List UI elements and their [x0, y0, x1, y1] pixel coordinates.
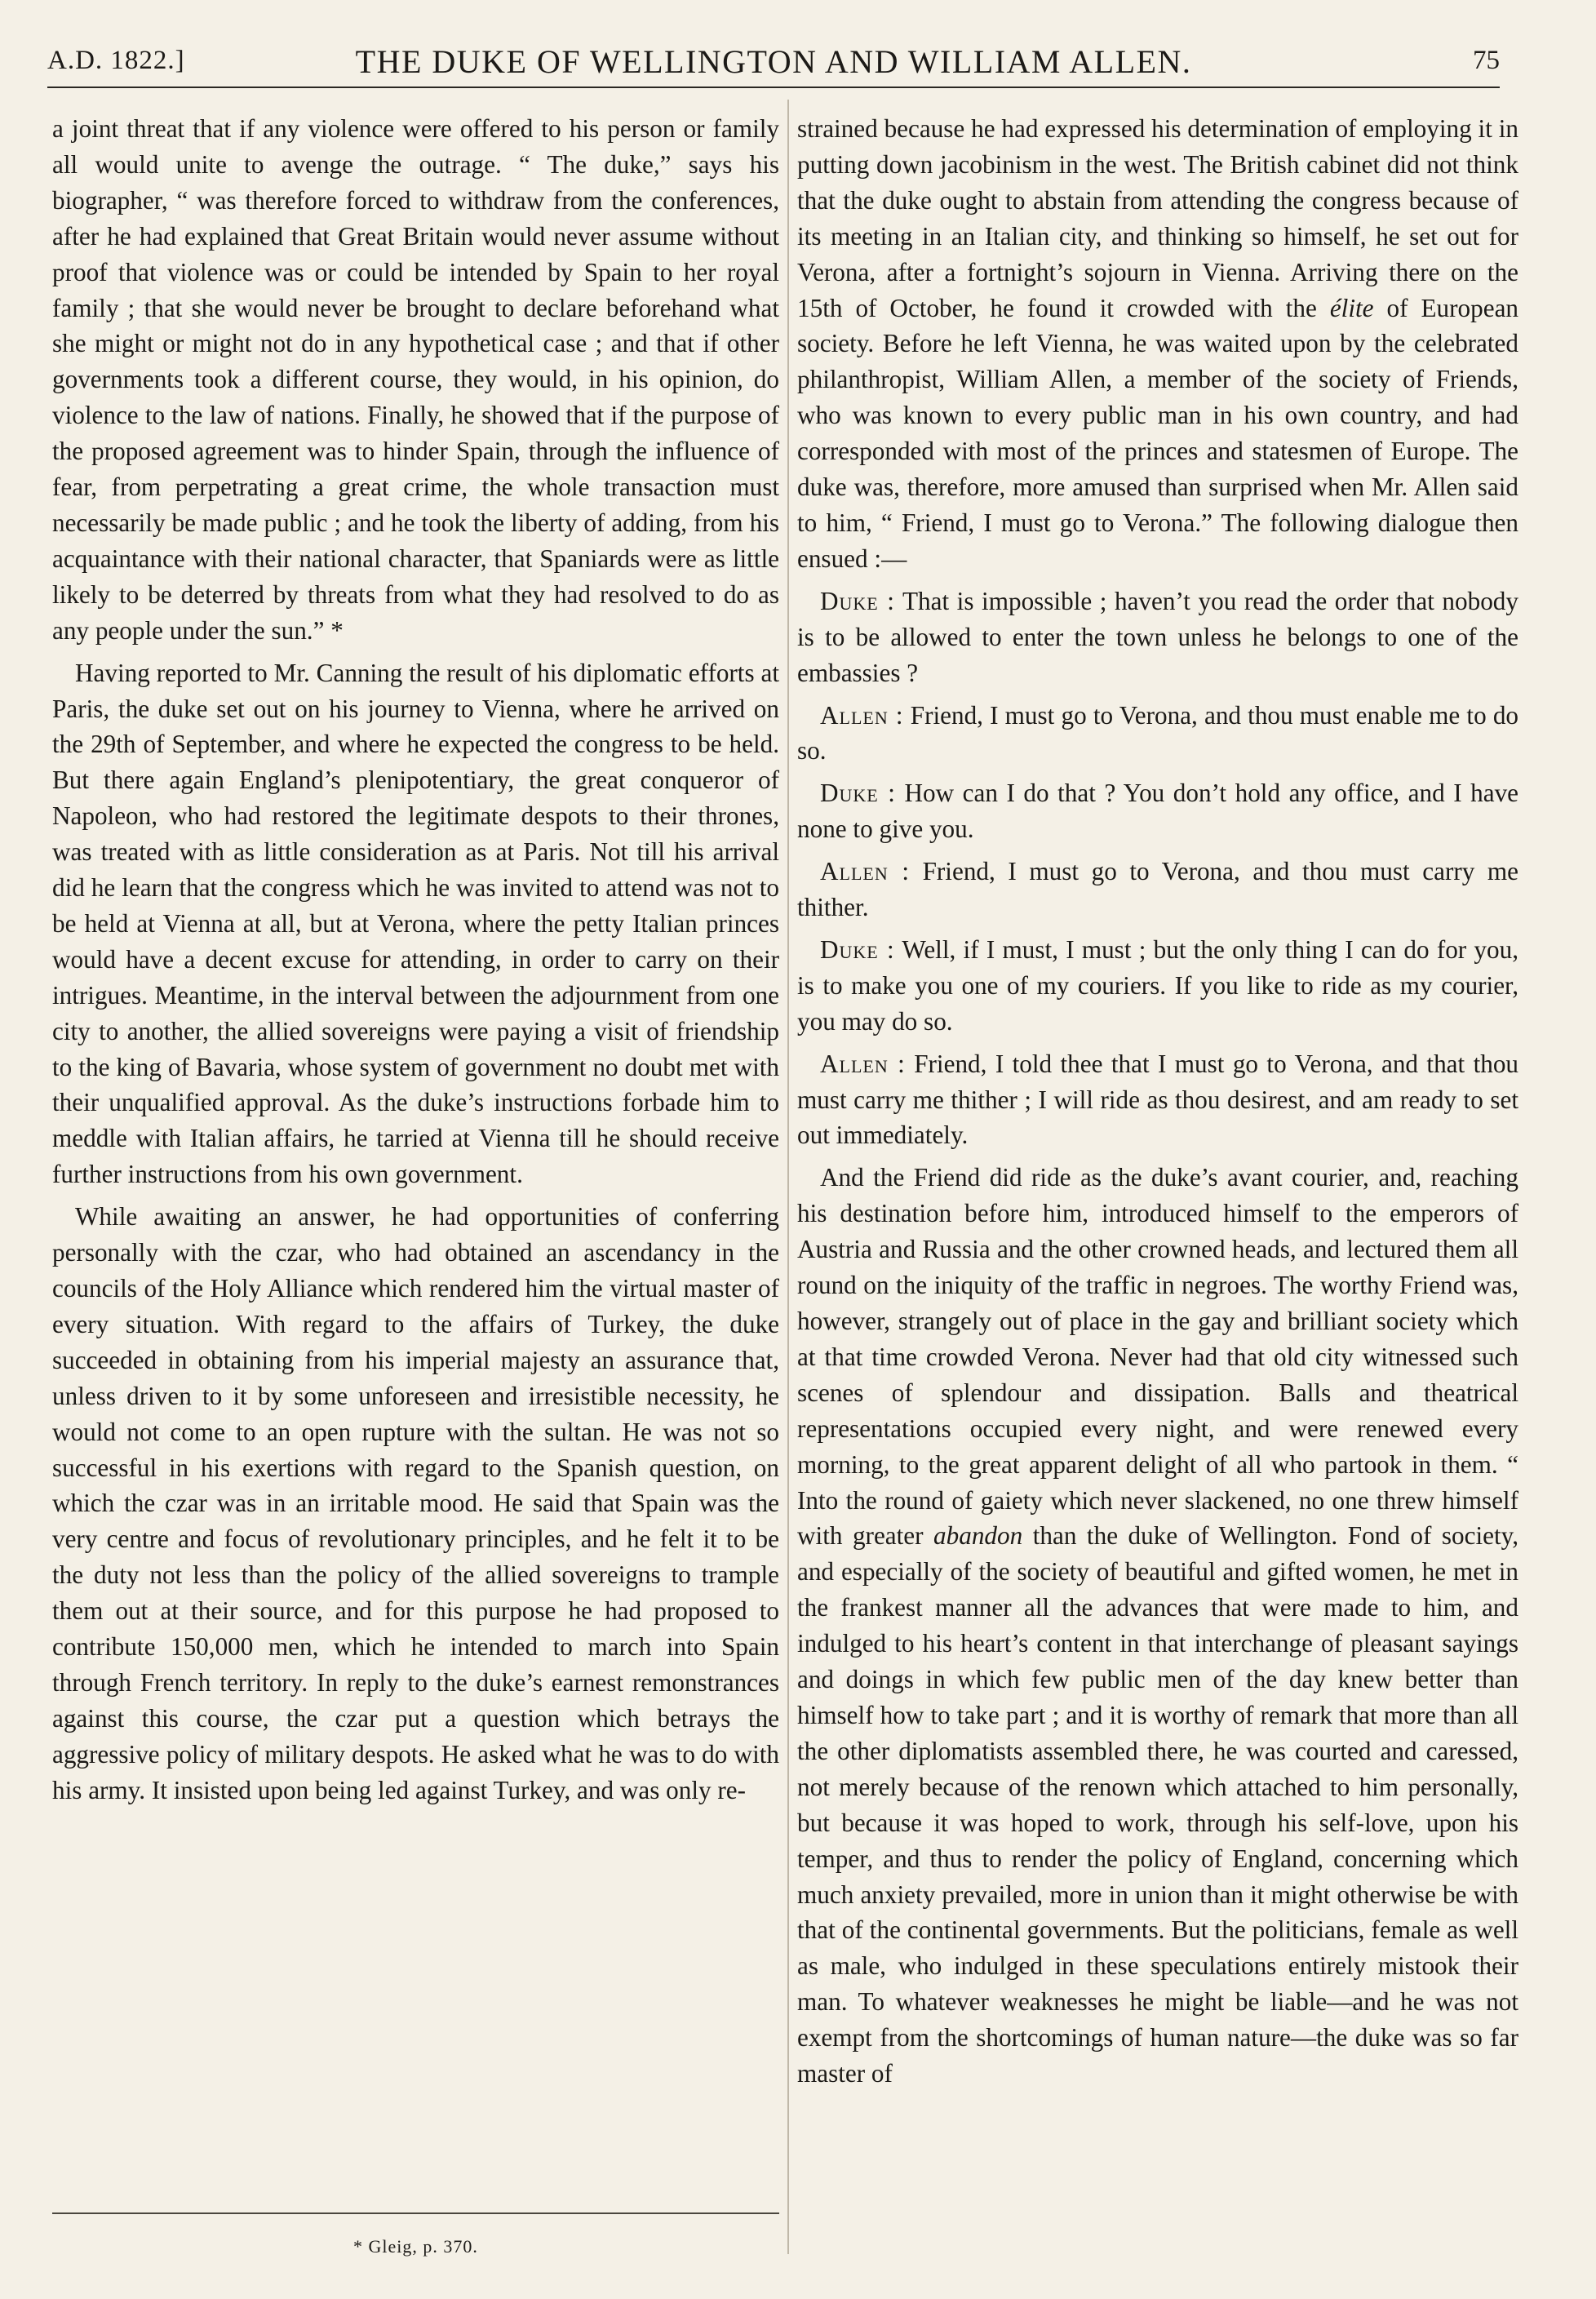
- paragraph-avant-courier: [797, 1160, 1518, 2092]
- column-divider: [787, 100, 789, 2254]
- dialogue-speaker: Duke :: [820, 934, 895, 964]
- dialogue-line: [797, 932, 1518, 1040]
- left-column: [52, 111, 779, 1815]
- text-segment: strained because he had expressed his determination of employing it in putting down jacobinism in the west. The British cabinet did not think that the duke ought to abstain from attending the congress because of its meeting in an Italian city, and thinking so himself, he set out for Verona, after a fortnight’s sojourn in Vienna. Arriving there on the 15th of October, he found it crowded with the: [797, 114, 1518, 322]
- paragraph-continued-quote: a joint threat that if any violence were offered to his person or family all would unite to avenge the outrage. “ The duke,” says his biographer, “ was therefore forced to withdraw from the conferences, after he had explained that Great Britain would never assume without proof that violence was or could be intended by Spain to her royal family ; that she would never be brought to declare beforehand what she might or might not do in any hypothetical case ; and that if other governments took a different course, they would, in his opinion, do violence to the law of nations. Finally, he showed that if the purpose of the proposed agreement was to hinder Spain, through the influence of fear, from perpetrating a great crime, the whole transaction must necessarily be made public ; and he took the liberty of adding, from his acquaintance with their national character, that Spaniards were as little likely to be deterred by threats from what they had resolved to do as any people under the sun.” *: [52, 114, 779, 645]
- dialogue-speaker: Duke :: [820, 779, 896, 808]
- page-number: 75: [1473, 46, 1500, 75]
- italic-word-elite: élite: [1329, 293, 1374, 322]
- dialogue-line: [797, 775, 1518, 847]
- text-segment: And the Friend did ride as the duke’s avant courier, and, reaching his destination before him, introduced himself to the emperors of Austria and Russia and the other crowned heads, and lectured them all round on the iniquity of the traffic in negroes. The worthy Friend was, however, strangely out of place in the gay and brilliant society which at that time crowded Verona. Never had that old city witnessed such scenes of splendour and dissipation. Balls and theatrical representations occupied every night, and were renewed every morning, to the great apparent delight of all who partook in them. “ Into the round of gaiety which never slackened, no one threw himself with greater: [797, 1163, 1518, 1551]
- text-segment: of European society. Before he left Vienna, he was waited upon by the celebrated philanthropist, William Allen, a member of the society of Friends, who was known to every public man in his own country, and had corresponded with most of the princes and statesmen of Europe. The duke was, therefore, more amused than surprised when Mr. Allen said to him, “ Friend, I must go to Verona.” The following dialogue then ensued :—: [797, 293, 1519, 573]
- paragraph-verona: [797, 111, 1518, 577]
- dialogue-line: [797, 698, 1518, 770]
- dialogue-speaker: Allen :: [820, 700, 904, 730]
- dialogue-speaker: Allen :: [820, 1049, 906, 1078]
- dialogue-text: Friend, I told thee that I must go to Verona, and that thou must carry me thither ; I will ride as thou desirest, and am ready to set out immediately.: [797, 1049, 1519, 1150]
- paragraph-vienna: Having reported to Mr. Canning the result of his diplomatic efforts at Paris, the duke set out on his journey to Vienna, where he arrived on the 29th of September, and where he expected the congress to be held. But there again England’s plenipotentiary, the great conqueror of Napoleon, who had restored the legitimate despots to their thrones, was treated with as little consideration as at Paris. Not till his arrival did he learn that the congress which he was invited to attend was not to be held at Vienna at all, but at Verona, where the petty Italian princes would have a decent excuse for attending, in order to carry on their intrigues. Meantime, in the interval between the adjournment from one city to another, the allied sovereigns were paying a visit of friendship to the king of Bavaria, whose system of government no doubt met with their unqualified approval. As the duke’s instructions forbade him to meddle with Italian affairs, he tarried at Vienna till he should receive further instructions from his own government.: [52, 658, 779, 1189]
- text-segment: than the duke of Wellington. Fond of society, and especially of the society of beautiful and gifted women, he met in the frankest manner all the advances that were made to him, and indulged to his heart’s content in that interchange of pleasant sayings and doings in which few public men of the day knew better than himself how to take part ; and it is worthy of remark that more than all the other diplomatists assembled there, he was courted and caressed, not merely because of the renown which attached to him personally, but because it was hoped to work, through his self-love, upon his temper, and thus to render the policy of England, concerning which much anxiety prevailed, more in union than it might otherwise be with that of the continental governments. But the politicians, female as well as male, who indulged in these speculations entirely mistook their man. To whatever weaknesses he might be liable—and he was not exempt from the shortcomings of human nature—the duke was so far master of: [797, 1521, 1518, 2088]
- running-head: [47, 41, 1500, 88]
- footnote-rule: [52, 2212, 779, 2214]
- dialogue-text: Friend, I must go to Verona, and thou must carry me thither.: [797, 857, 1519, 922]
- paragraph-czar: While awaiting an answer, he had opportunities of conferring personally with the czar, who had obtained an ascendancy in the councils of the Holy Alliance which rendered him the virtual master of every situation. With regard to the affairs of Turkey, the duke succeeded in obtaining from his imperial majesty an assurance that, unless driven to it by some unforeseen and irresistible necessity, he would not come to an open rupture with the sultan. He was not so successful in his exertions with regard to the Spanish question, on which the czar was in an irritable mood. He said that Spain was the very centre and focus of revolutionary principles, and he felt it to be the duty not less than the policy of the allied sovereigns to trample them out at their source, and for this purpose he had proposed to contribute 150,000 men, which he intended to march into Spain through French territory. In reply to the duke’s earnest remonstrances against this course, the czar put a question which betrays the aggressive policy of military despots. He asked what he was to do with his army. It insisted upon being led against Turkey, and was only re-: [52, 1202, 779, 1804]
- dialogue-speaker: Duke :: [820, 586, 895, 615]
- dialogue-text: Friend, I must go to Verona, and thou must enable me to do so.: [797, 700, 1519, 766]
- italic-word-abandon: abandon: [933, 1521, 1023, 1551]
- header-date: A.D. 1822.]: [47, 46, 185, 75]
- dialogue-line: [797, 584, 1518, 691]
- dialogue-text: How can I do that ? You don’t hold any office, and I have none to give you.: [797, 779, 1519, 844]
- dialogue-line: [797, 1046, 1518, 1154]
- dialogue-speaker: Allen :: [820, 857, 910, 886]
- dialogue-line: [797, 854, 1518, 925]
- footnote: * Gleig, p. 370.: [353, 2236, 478, 2257]
- header-title: THE DUKE OF WELLINGTON AND WILLIAM ALLEN.: [355, 43, 1192, 80]
- right-column: [797, 111, 1518, 2098]
- dialogue-text: Well, if I must, I must ; but the only thing I can do for you, is to make you one of my couriers. If you like to ride as my courier, you may do so.: [797, 934, 1519, 1036]
- dialogue-text: That is impossible ; haven’t you read the order that nobody is to be allowed to enter the town unless he belongs to one of the embassies ?: [797, 586, 1518, 687]
